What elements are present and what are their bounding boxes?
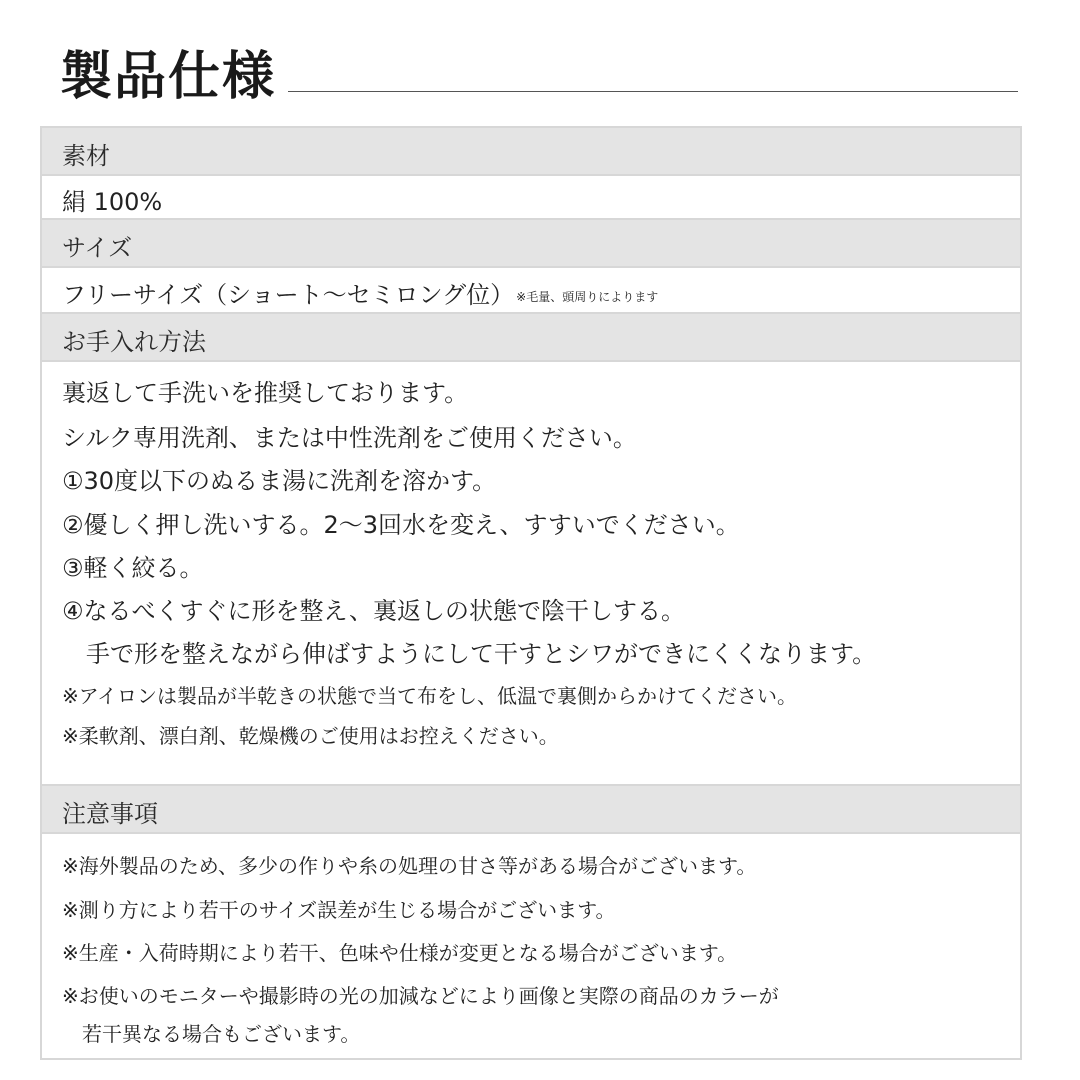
material-value: 絹 100%: [62, 188, 163, 216]
caution-heading-row: [42, 786, 1020, 832]
caution-line: ※海外製品のため、多少の作りや糸の処理の甘さ等がある場合がございます。: [62, 854, 757, 878]
care-line: シルク専用洗剤、または中性洗剤をご使用ください。: [62, 424, 637, 452]
care-line: 裏返して手洗いを推奨しております。: [62, 379, 469, 407]
care-step: 手で形を整えながら伸ばすようにして干すとシワができにくくなります。: [62, 640, 877, 668]
care-note: ※アイロンは製品が半乾きの状態で当て布をし、低温で裏側からかけてください。: [62, 684, 797, 708]
size-value-wrap: [62, 275, 658, 310]
material-heading-row: [42, 128, 1020, 174]
caution-line: ※測り方により若干のサイズ誤差が生じる場合がございます。: [62, 898, 616, 922]
caution-line: 若干異なる場合もございます。: [62, 1022, 361, 1046]
caution-line: ※生産・入荷時期により若干、色味や仕様が変更となる場合がございます。: [62, 941, 738, 965]
spec-table: [40, 126, 1022, 1060]
material-value-row: [42, 176, 1020, 218]
size-heading-row: [42, 220, 1020, 266]
size-heading: サイズ: [62, 234, 133, 262]
care-note: ※柔軟剤、漂白剤、乾燥機のご使用はお控えください。: [62, 724, 559, 748]
size-value-row: [42, 268, 1020, 312]
caution-heading: 注意事項: [62, 800, 158, 828]
care-step: ④なるべくすぐに形を整え、裏返しの状態で陰干しする。: [62, 597, 685, 625]
size-value: フリーサイズ（ショート〜セミロング位）: [62, 281, 515, 309]
care-body: [42, 362, 1020, 784]
care-heading-row: [42, 314, 1020, 360]
care-step: ①30度以下のぬるま湯に洗剤を溶かす。: [62, 467, 497, 495]
title-underline: [288, 91, 1018, 92]
care-heading: お手入れ方法: [62, 328, 206, 356]
caution-body: [42, 834, 1020, 1058]
care-step: ③軽く絞る。: [62, 554, 204, 582]
care-step: ②優しく押し洗いする。2〜3回水を変え、すすいでください。: [62, 511, 740, 539]
size-note: ※毛量、頭周りによります: [516, 289, 659, 304]
material-heading: 素材: [62, 142, 110, 170]
page-title: 製品仕様: [60, 46, 277, 107]
title-row: [60, 46, 1020, 116]
caution-line: ※お使いのモニターや撮影時の光の加減などにより画像と実際の商品のカラーが: [62, 984, 779, 1008]
